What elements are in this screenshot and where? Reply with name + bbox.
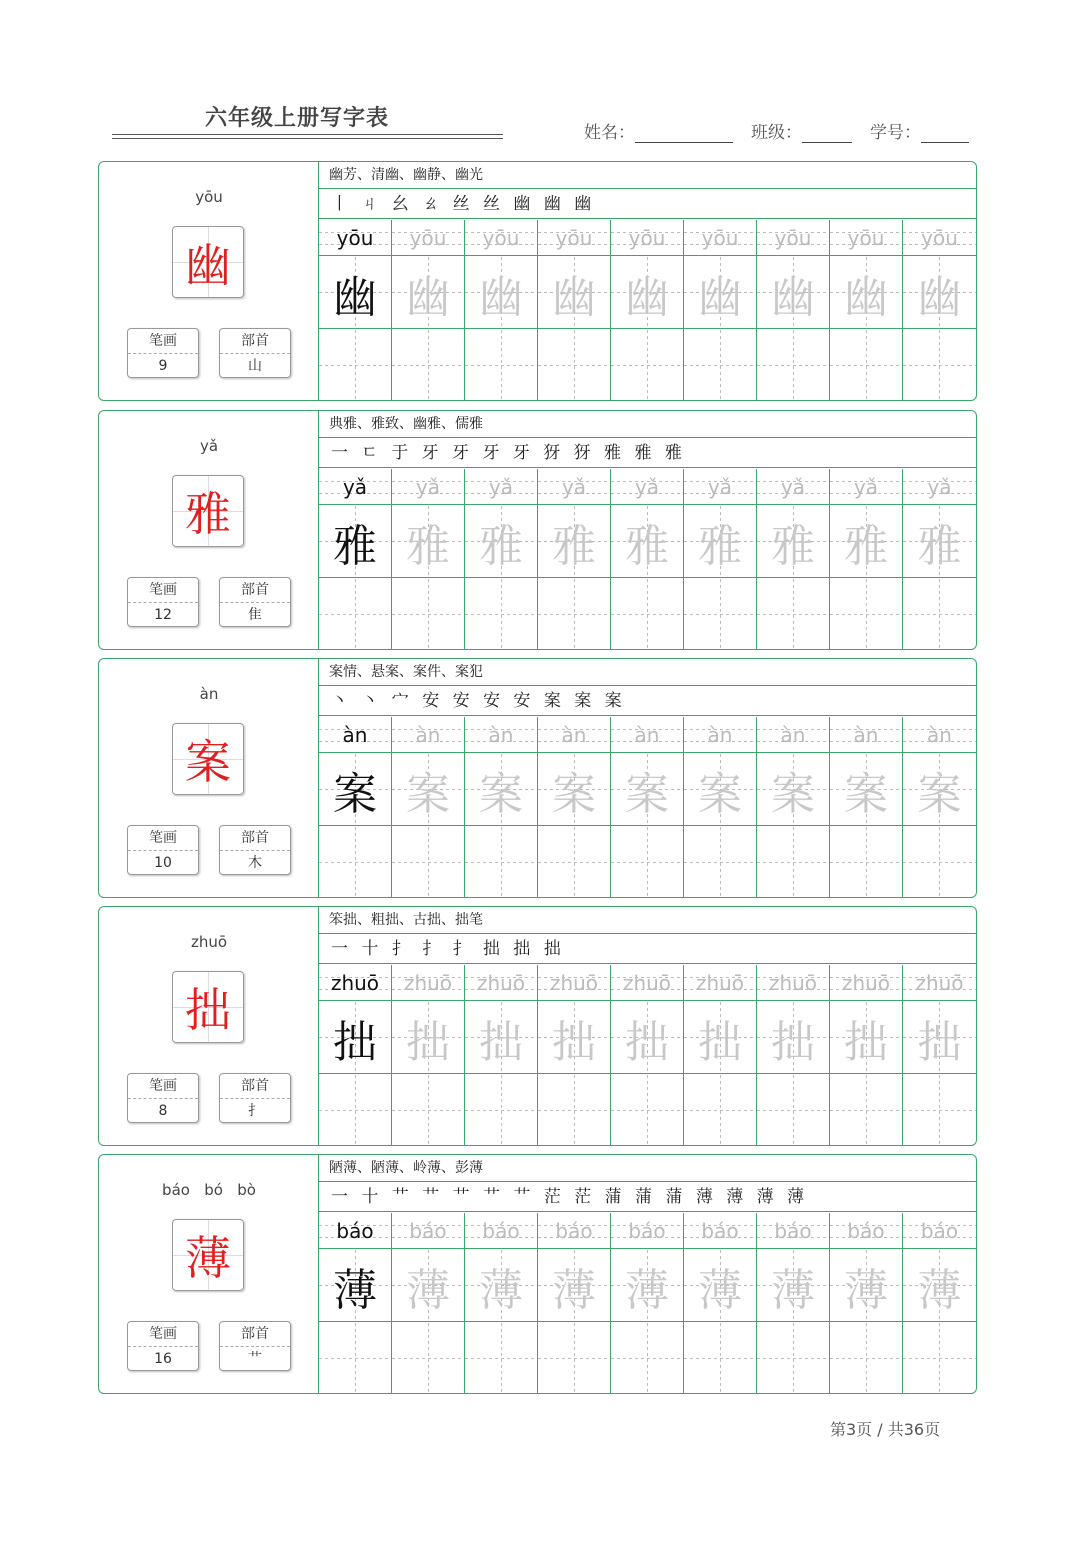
practice-column <box>319 1213 392 1394</box>
practice-column <box>684 220 757 401</box>
character-card <box>98 161 977 401</box>
model-character: 案 <box>185 735 231 789</box>
pinyin-practice-cell: yǎ <box>319 469 391 505</box>
practice-grid <box>319 717 976 898</box>
stroke-order: 丶 丶 宀 安 安 安 安 案 案 案 <box>319 687 976 716</box>
blank-writing-cell[interactable] <box>319 579 391 650</box>
practice-column <box>830 469 903 650</box>
student-id-blank[interactable] <box>921 124 969 143</box>
stroke-order: 一 ㄷ 于 牙 牙 牙 牙 犽 犽 雅 雅 雅 <box>319 439 976 468</box>
pinyin-practice-cell[interactable]: àn <box>903 717 976 753</box>
practice-column <box>757 220 830 401</box>
blank-writing-cell[interactable] <box>830 330 902 401</box>
blank-writing-cell[interactable] <box>903 579 976 650</box>
pinyin-practice-cell[interactable]: zhuō <box>903 965 976 1001</box>
practice-column <box>684 965 757 1146</box>
model-character-box <box>172 226 244 298</box>
practice-column <box>465 965 538 1146</box>
blank-writing-cell[interactable] <box>830 579 902 650</box>
practice-column <box>903 717 976 898</box>
blank-writing-cell[interactable] <box>538 1323 610 1394</box>
practice-column <box>684 717 757 898</box>
pinyin-practice-cell[interactable]: àn <box>830 717 902 753</box>
stroke-count-box <box>127 1073 199 1123</box>
blank-writing-cell[interactable] <box>392 1075 464 1146</box>
blank-writing-cell[interactable] <box>538 579 610 650</box>
blank-writing-cell[interactable] <box>611 827 683 898</box>
trace-character-cell[interactable]: 案 <box>903 754 976 826</box>
blank-writing-cell[interactable] <box>757 330 829 401</box>
pinyin-practice-cell[interactable]: yōu <box>830 220 902 256</box>
trace-character-cell[interactable]: 幽 <box>611 257 683 329</box>
name-blank[interactable] <box>635 124 733 143</box>
stroke-count-label: 笔画 <box>128 826 198 851</box>
blank-writing-cell[interactable] <box>611 579 683 650</box>
stroke-count-value: 12 <box>154 607 172 623</box>
practice-panel <box>319 659 976 897</box>
trace-character-cell[interactable]: 幽 <box>684 257 756 329</box>
character-card <box>98 906 977 1146</box>
practice-column <box>392 220 465 401</box>
trace-character-cell[interactable]: 薄 <box>392 1250 464 1322</box>
trace-character-cell[interactable]: 拙 <box>465 1002 537 1074</box>
stroke-count-label: 笔画 <box>128 1322 198 1347</box>
trace-character-cell[interactable]: 雅 <box>392 506 464 578</box>
pinyin-practice-cell[interactable]: báo <box>684 1213 756 1249</box>
pinyin-practice-cell[interactable]: báo <box>392 1213 464 1249</box>
practice-column <box>319 220 392 401</box>
trace-character-cell[interactable]: 薄 <box>830 1250 902 1322</box>
blank-writing-cell[interactable] <box>538 1075 610 1146</box>
radical-value: 艹 <box>248 1351 262 1367</box>
character-info-panel <box>99 1155 319 1393</box>
pinyin-practice-cell[interactable]: zhuō <box>392 965 464 1001</box>
practice-column <box>538 220 611 401</box>
pinyin-practice-cell[interactable]: báo <box>611 1213 683 1249</box>
blank-writing-cell[interactable] <box>684 1323 756 1394</box>
trace-character-cell[interactable]: 幽 <box>757 257 829 329</box>
pinyin-practice-cell[interactable]: zhuō <box>830 965 902 1001</box>
practice-panel <box>319 411 976 649</box>
practice-column <box>757 717 830 898</box>
pinyin-practice-cell[interactable]: yōu <box>465 220 537 256</box>
stroke-order: 丨 ㄐ 幺 ㄠ 丝 丝 幽 幽 幽 <box>319 190 976 219</box>
practice-column <box>465 717 538 898</box>
character-card <box>98 410 977 650</box>
trace-character-cell[interactable]: 雅 <box>684 506 756 578</box>
pinyin-practice-cell[interactable]: zhuō <box>538 965 610 1001</box>
pinyin-practice-cell[interactable]: zhuō <box>757 965 829 1001</box>
trace-character-cell[interactable]: 拙 <box>392 1002 464 1074</box>
practice-column <box>611 717 684 898</box>
model-character-box <box>172 475 244 547</box>
blank-writing-cell[interactable] <box>757 1075 829 1146</box>
stroke-count-box <box>127 1321 199 1371</box>
practice-column <box>903 1213 976 1394</box>
trace-character-cell: 案 <box>319 754 391 826</box>
blank-writing-cell[interactable] <box>465 579 537 650</box>
trace-character-cell[interactable]: 薄 <box>903 1250 976 1322</box>
blank-writing-cell[interactable] <box>757 827 829 898</box>
pinyin-practice-cell[interactable]: báo <box>757 1213 829 1249</box>
practice-grid <box>319 220 976 401</box>
pinyin-practice-cell[interactable]: yǎ <box>757 469 829 505</box>
model-character-box <box>172 1219 244 1291</box>
practice-column <box>392 1213 465 1394</box>
character-info-panel <box>99 659 319 897</box>
pinyin-practice-cell[interactable]: àn <box>392 717 464 753</box>
trace-character-cell[interactable]: 幽 <box>465 257 537 329</box>
character-info-panel <box>99 411 319 649</box>
trace-character-cell[interactable]: 薄 <box>465 1250 537 1322</box>
pinyin-practice-cell[interactable]: zhuō <box>611 965 683 1001</box>
page-title: 六年级上册写字表 <box>205 106 390 131</box>
practice-panel <box>319 162 976 400</box>
trace-character-cell[interactable]: 幽 <box>538 257 610 329</box>
trace-character-cell[interactable]: 拙 <box>684 1002 756 1074</box>
radical-box <box>219 577 291 627</box>
character-card <box>98 1154 977 1394</box>
class-blank[interactable] <box>802 124 852 143</box>
practice-column <box>465 1213 538 1394</box>
blank-writing-cell[interactable] <box>319 827 391 898</box>
student-id-field[interactable] <box>870 118 969 143</box>
practice-column <box>903 220 976 401</box>
model-character: 薄 <box>185 1231 231 1285</box>
pinyin-label: yōu <box>195 188 223 206</box>
blank-writing-cell[interactable] <box>757 579 829 650</box>
trace-character-cell[interactable]: 雅 <box>465 506 537 578</box>
blank-writing-cell[interactable] <box>903 1323 976 1394</box>
blank-writing-cell[interactable] <box>684 1075 756 1146</box>
pinyin-practice-cell[interactable]: báo <box>830 1213 902 1249</box>
title-underline-2 <box>112 138 503 139</box>
blank-writing-cell[interactable] <box>611 1075 683 1146</box>
trace-character-cell[interactable]: 拙 <box>757 1002 829 1074</box>
practice-column <box>392 965 465 1146</box>
blank-writing-cell[interactable] <box>830 1075 902 1146</box>
blank-writing-cell[interactable] <box>392 827 464 898</box>
stroke-count-label: 笔画 <box>128 329 198 354</box>
practice-column <box>611 469 684 650</box>
pinyin-practice-cell[interactable]: àn <box>611 717 683 753</box>
practice-column <box>538 469 611 650</box>
blank-writing-cell[interactable] <box>684 330 756 401</box>
radical-label: 部首 <box>220 1322 290 1347</box>
blank-writing-cell[interactable] <box>903 1075 976 1146</box>
pinyin-practice-cell[interactable]: yōu <box>757 220 829 256</box>
trace-character-cell[interactable]: 雅 <box>611 506 683 578</box>
trace-character-cell[interactable]: 拙 <box>903 1002 976 1074</box>
trace-character-cell[interactable]: 案 <box>684 754 756 826</box>
stroke-count-box <box>127 825 199 875</box>
name-label: 姓名： <box>584 123 635 143</box>
trace-character-cell[interactable]: 拙 <box>611 1002 683 1074</box>
example-words: 陋薄、陋薄、岭薄、彭薄 <box>319 1155 976 1182</box>
blank-writing-cell[interactable] <box>611 1323 683 1394</box>
blank-writing-cell[interactable] <box>684 827 756 898</box>
practice-column <box>830 965 903 1146</box>
radical-box <box>219 328 291 378</box>
radical-value: 山 <box>248 358 262 374</box>
class-field[interactable] <box>751 118 852 143</box>
pinyin-label: àn <box>199 685 219 703</box>
pinyin-practice-cell[interactable]: yōu <box>392 220 464 256</box>
radical-box <box>219 1073 291 1123</box>
character-info-panel <box>99 162 319 400</box>
practice-column <box>538 965 611 1146</box>
practice-column <box>903 469 976 650</box>
trace-character-cell[interactable]: 雅 <box>830 506 902 578</box>
blank-writing-cell[interactable] <box>319 1075 391 1146</box>
trace-character-cell[interactable]: 幽 <box>903 257 976 329</box>
example-words: 幽芳、清幽、幽静、幽光 <box>319 162 976 189</box>
radical-value: 隹 <box>248 607 262 623</box>
blank-writing-cell[interactable] <box>465 1323 537 1394</box>
practice-panel <box>319 1155 976 1393</box>
pinyin-practice-cell: zhuō <box>319 965 391 1001</box>
pinyin-practice-cell[interactable]: yǎ <box>465 469 537 505</box>
practice-column <box>684 1213 757 1394</box>
model-character: 幽 <box>185 238 231 292</box>
trace-character-cell[interactable]: 薄 <box>538 1250 610 1322</box>
pinyin-practice-cell[interactable]: àn <box>757 717 829 753</box>
pinyin-practice-cell[interactable]: yǎ <box>684 469 756 505</box>
pinyin-practice-cell: yōu <box>319 220 391 256</box>
pinyin-practice-cell: báo <box>319 1213 391 1249</box>
model-character-box <box>172 723 244 795</box>
radical-label: 部首 <box>220 1074 290 1099</box>
trace-character-cell[interactable]: 薄 <box>611 1250 683 1322</box>
trace-character-cell[interactable]: 雅 <box>538 506 610 578</box>
stroke-order: 一 十 扌 扌 扌 拙 拙 拙 <box>319 935 976 964</box>
practice-grid <box>319 965 976 1146</box>
practice-grid <box>319 469 976 650</box>
blank-writing-cell[interactable] <box>538 330 610 401</box>
radical-box <box>219 825 291 875</box>
blank-writing-cell[interactable] <box>830 1323 902 1394</box>
trace-character-cell[interactable]: 案 <box>538 754 610 826</box>
practice-column <box>392 717 465 898</box>
student-id-label: 学号： <box>870 123 921 143</box>
character-info-panel <box>99 907 319 1145</box>
pinyin-label: yǎ <box>199 437 219 455</box>
trace-character-cell[interactable]: 薄 <box>757 1250 829 1322</box>
trace-character-cell[interactable]: 幽 <box>830 257 902 329</box>
practice-column <box>465 220 538 401</box>
example-words: 笨拙、粗拙、古拙、拙笔 <box>319 907 976 934</box>
practice-column <box>319 469 392 650</box>
example-words: 典雅、雅致、幽雅、儒雅 <box>319 411 976 438</box>
title-underline <box>112 134 503 135</box>
pinyin-practice-cell[interactable]: báo <box>465 1213 537 1249</box>
practice-column <box>392 469 465 650</box>
radical-value: 扌 <box>248 1103 262 1119</box>
trace-character-cell[interactable]: 幽 <box>392 257 464 329</box>
page-number: 第3页 / 共36页 <box>830 1420 941 1439</box>
trace-character-cell: 雅 <box>319 506 391 578</box>
blank-writing-cell[interactable] <box>684 579 756 650</box>
practice-column <box>538 1213 611 1394</box>
pinyin-practice-cell[interactable]: yōu <box>903 220 976 256</box>
stroke-count-box <box>127 577 199 627</box>
blank-writing-cell[interactable] <box>392 579 464 650</box>
character-card <box>98 658 977 898</box>
blank-writing-cell[interactable] <box>465 827 537 898</box>
trace-character-cell[interactable]: 案 <box>611 754 683 826</box>
pinyin-practice-cell[interactable]: yǎ <box>392 469 464 505</box>
pinyin-label: zhuō <box>190 933 228 951</box>
pinyin-practice-cell[interactable]: yǎ <box>611 469 683 505</box>
pinyin-practice-cell[interactable]: yōu <box>538 220 610 256</box>
blank-writing-cell[interactable] <box>903 827 976 898</box>
practice-column <box>684 469 757 650</box>
practice-column <box>319 717 392 898</box>
name-field[interactable] <box>584 118 733 143</box>
model-character: 拙 <box>185 983 231 1037</box>
trace-character-cell: 薄 <box>319 1250 391 1322</box>
practice-grid <box>319 1213 976 1394</box>
pinyin-practice-cell[interactable]: báo <box>538 1213 610 1249</box>
trace-character-cell[interactable]: 薄 <box>684 1250 756 1322</box>
class-label: 班级： <box>751 123 802 143</box>
practice-panel <box>319 907 976 1145</box>
blank-writing-cell[interactable] <box>392 1323 464 1394</box>
radical-label: 部首 <box>220 826 290 851</box>
pinyin-practice-cell[interactable]: àn <box>465 717 537 753</box>
radical-label: 部首 <box>220 578 290 603</box>
blank-writing-cell[interactable] <box>538 827 610 898</box>
pinyin-practice-cell: àn <box>319 717 391 753</box>
trace-character-cell[interactable]: 拙 <box>538 1002 610 1074</box>
stroke-count-value: 9 <box>158 358 168 374</box>
pinyin-label: báo bó bò <box>162 1181 256 1199</box>
blank-writing-cell[interactable] <box>319 330 391 401</box>
stroke-count-value: 16 <box>154 1351 172 1367</box>
pinyin-practice-cell[interactable]: àn <box>538 717 610 753</box>
blank-writing-cell[interactable] <box>392 330 464 401</box>
blank-writing-cell[interactable] <box>465 1075 537 1146</box>
practice-column <box>830 220 903 401</box>
practice-column <box>830 717 903 898</box>
radical-value: 木 <box>248 855 262 871</box>
trace-character-cell: 拙 <box>319 1002 391 1074</box>
model-character: 雅 <box>185 487 231 541</box>
trace-character-cell[interactable]: 雅 <box>903 506 976 578</box>
stroke-count-box <box>127 328 199 378</box>
blank-writing-cell[interactable] <box>319 1323 391 1394</box>
trace-character-cell: 幽 <box>319 257 391 329</box>
practice-column <box>538 717 611 898</box>
pinyin-practice-cell[interactable]: yǎ <box>903 469 976 505</box>
practice-column <box>465 469 538 650</box>
practice-column <box>757 1213 830 1394</box>
trace-character-cell[interactable]: 案 <box>392 754 464 826</box>
practice-column <box>830 1213 903 1394</box>
practice-column <box>757 469 830 650</box>
pinyin-practice-cell[interactable]: àn <box>684 717 756 753</box>
example-words: 案情、悬案、案件、案犯 <box>319 659 976 686</box>
pinyin-practice-cell[interactable]: báo <box>903 1213 976 1249</box>
pinyin-practice-cell[interactable]: yōu <box>611 220 683 256</box>
practice-column <box>319 965 392 1146</box>
blank-writing-cell[interactable] <box>830 827 902 898</box>
blank-writing-cell[interactable] <box>757 1323 829 1394</box>
blank-writing-cell[interactable] <box>903 330 976 401</box>
pinyin-practice-cell[interactable]: zhuō <box>684 965 756 1001</box>
practice-column <box>611 965 684 1146</box>
blank-writing-cell[interactable] <box>465 330 537 401</box>
stroke-count-label: 笔画 <box>128 578 198 603</box>
stroke-count-label: 笔画 <box>128 1074 198 1099</box>
practice-column <box>611 220 684 401</box>
practice-column <box>757 965 830 1146</box>
blank-writing-cell[interactable] <box>611 330 683 401</box>
stroke-count-value: 10 <box>154 855 172 871</box>
pinyin-practice-cell[interactable]: zhuō <box>465 965 537 1001</box>
trace-character-cell[interactable]: 雅 <box>757 506 829 578</box>
trace-character-cell[interactable]: 案 <box>465 754 537 826</box>
trace-character-cell[interactable]: 案 <box>830 754 902 826</box>
practice-column <box>611 1213 684 1394</box>
practice-column <box>903 965 976 1146</box>
radical-box <box>219 1321 291 1371</box>
pinyin-practice-cell[interactable]: yǎ <box>538 469 610 505</box>
trace-character-cell[interactable]: 拙 <box>830 1002 902 1074</box>
model-character-box <box>172 971 244 1043</box>
pinyin-practice-cell[interactable]: yǎ <box>830 469 902 505</box>
stroke-order: 一 十 艹 艹 艹 艹 艹 茫 茫 蒲 蒲 蒲 薄 薄 薄 薄 <box>319 1183 976 1212</box>
trace-character-cell[interactable]: 案 <box>757 754 829 826</box>
pinyin-practice-cell[interactable]: yōu <box>684 220 756 256</box>
radical-label: 部首 <box>220 329 290 354</box>
stroke-count-value: 8 <box>158 1103 168 1119</box>
